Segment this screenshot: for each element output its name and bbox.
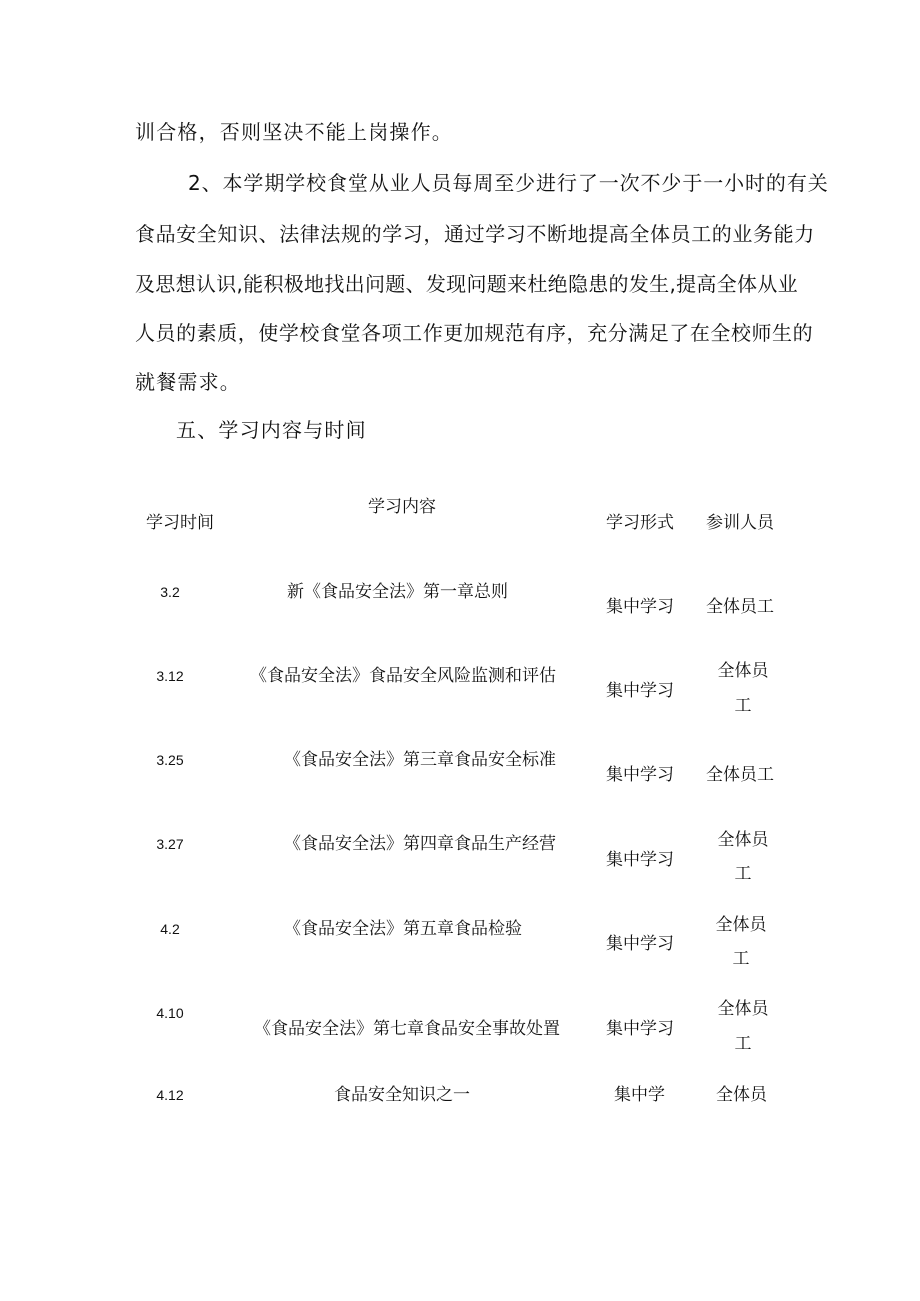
table-cell-form: 集中学习 bbox=[606, 850, 674, 870]
table-cell-form: 集中学习 bbox=[606, 681, 674, 701]
table-cell-time: 4.10 bbox=[156, 1005, 184, 1021]
paragraph-line: 食品安全知识、法律法规的学习，通过学习不断地提高全体员工的业务能力 bbox=[135, 222, 815, 246]
table-cell-content: 《食品安全法》第四章食品生产经营 bbox=[284, 834, 556, 854]
table-cell-time: 3.2 bbox=[160, 584, 180, 600]
table-cell-content: 新《食品安全法》第一章总则 bbox=[287, 582, 508, 602]
table-cell-form: 集中学习 bbox=[606, 597, 674, 617]
table-cell-participants: 工 bbox=[732, 949, 750, 969]
table-cell-form: 集中学习 bbox=[606, 765, 674, 785]
table-cell-form: 集中学 bbox=[614, 1085, 665, 1105]
table-header-time: 学习时间 bbox=[146, 513, 214, 533]
table-cell-content: 《食品安全法》第七章食品安全事故处置 bbox=[254, 1019, 560, 1039]
section-heading: 五、学习内容与时间 bbox=[176, 418, 367, 442]
paragraph-line: 2、本学期学校食堂从业人员每周至少进行了一次不少于一小时的有关 bbox=[188, 171, 829, 195]
table-cell-time: 4.12 bbox=[156, 1087, 184, 1103]
table-header-form: 学习形式 bbox=[606, 513, 674, 533]
table-cell-form: 集中学习 bbox=[606, 934, 674, 954]
table-cell-time: 3.27 bbox=[156, 836, 184, 852]
table-cell-participants: 工 bbox=[734, 1034, 752, 1054]
table-cell-form: 集中学习 bbox=[606, 1019, 674, 1039]
paragraph-line: 就餐需求。 bbox=[135, 370, 241, 394]
table-cell-participants: 工 bbox=[734, 696, 752, 716]
table-cell-time: 3.12 bbox=[156, 668, 184, 684]
table-cell-content: 《食品安全法》食品安全风险监测和评估 bbox=[250, 666, 556, 686]
table-cell-content: 《食品安全法》第三章食品安全标准 bbox=[284, 750, 556, 770]
table-cell-participants: 全体员 bbox=[716, 1085, 767, 1105]
table-header-content: 学习内容 bbox=[368, 497, 436, 517]
table-cell-time: 3.25 bbox=[156, 752, 184, 768]
paragraph-line: 及思想认识,能积极地找出问题、发现问题来杜绝隐患的发生,提高全体从业 bbox=[135, 272, 798, 296]
paragraph-line: 人员的素质，使学校食堂各项工作更加规范有序，充分满足了在全校师生的 bbox=[135, 321, 814, 345]
table-cell-participants: 全体员 bbox=[717, 999, 769, 1019]
table-cell-participants: 工 bbox=[734, 864, 752, 884]
table-cell-participants: 全体员工 bbox=[706, 597, 774, 617]
table-cell-participants: 全体员工 bbox=[706, 765, 774, 785]
table-cell-participants: 全体员 bbox=[717, 661, 769, 681]
table-cell-participants: 全体员 bbox=[715, 915, 767, 935]
table-cell-content: 食品安全知识之一 bbox=[334, 1085, 470, 1105]
table-cell-time: 4.2 bbox=[160, 921, 180, 937]
paragraph-line: 训合格，否则坚决不能上岗操作。 bbox=[135, 120, 453, 144]
table-cell-content: 《食品安全法》第五章食品检验 bbox=[284, 919, 522, 939]
table-cell-participants: 全体员 bbox=[717, 830, 769, 850]
table-header-participants: 参训人员 bbox=[706, 513, 774, 533]
